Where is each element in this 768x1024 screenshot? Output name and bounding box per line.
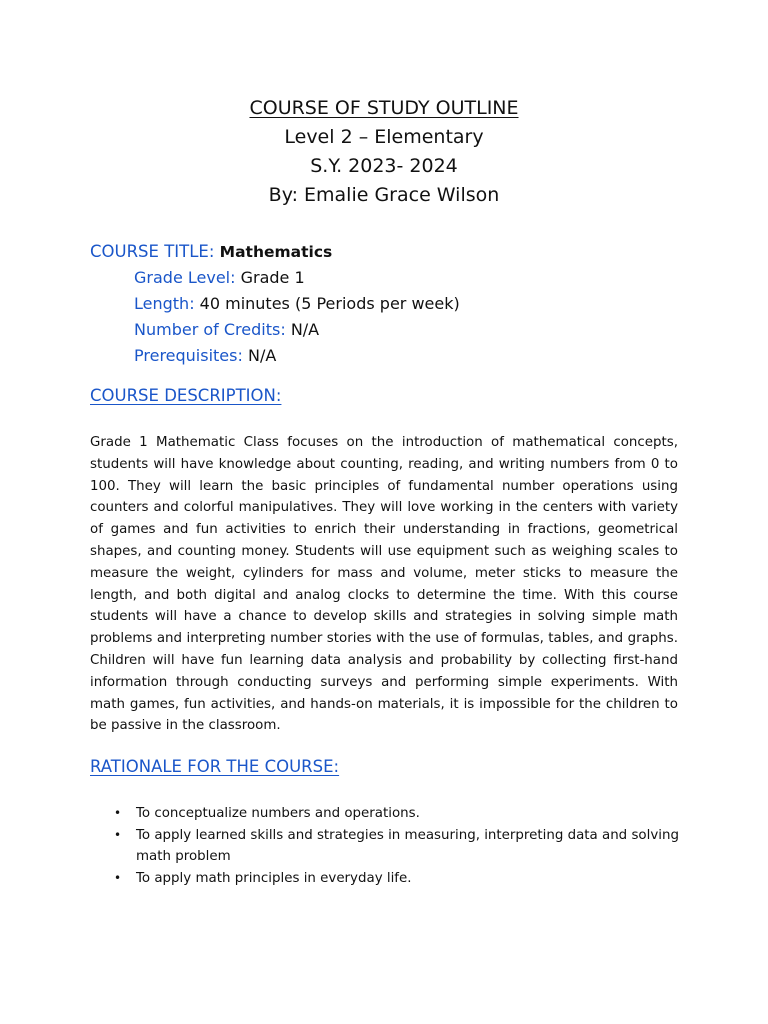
detail-label: Prerequisites:	[134, 346, 243, 365]
detail-value: 40 minutes (5 Periods per week)	[199, 294, 460, 313]
list-item-text: To conceptualize numbers and operations.	[136, 806, 420, 821]
course-title-line	[90, 240, 332, 264]
detail-row-credits	[134, 317, 460, 343]
list-item-text: To apply learned skills and strategies in measuring, interpreting data and solving math problem	[136, 827, 679, 864]
rationale-list	[90, 803, 680, 889]
list-item	[90, 825, 680, 868]
detail-value: N/A	[247, 346, 277, 365]
bullet-icon: •	[114, 806, 122, 820]
detail-label: Number of Credits:	[134, 320, 286, 339]
course-title-value: Mathematics	[219, 243, 333, 261]
detail-row-prerequisites	[134, 343, 460, 369]
document-header	[0, 94, 768, 210]
course-details	[134, 265, 460, 369]
detail-row-length	[134, 291, 460, 317]
detail-row-grade-level	[134, 265, 460, 291]
rationale-heading: RATIONALE FOR THE COURSE:	[90, 757, 340, 776]
course-title-label: COURSE TITLE:	[90, 242, 215, 261]
document-title: COURSE OF STUDY OUTLINE	[249, 97, 519, 119]
course-description-text: Grade 1 Mathematic Class focuses on the introduction of mathematical concepts, students will have knowledge about counting, reading, and writing numbers from 0 to 100. They will learn the basic principles of fundamental number operations using counters and colorful manipulatives. They will love working in the centers with variety of games and fun activities to enrich their understanding in fractions, geometrical shapes, and counting money. Students will use equipment such as weighing scales to measure the weight, cylinders for mass and volume, meter sticks to measure the length, and both digital and analog clocks to determine the time. With this course students will have a chance to develop skills and strategies in solving simple math problems and interpreting number stories with the use of formulas, tables, and graphs. Children will have fun learning data analysis and probability by collecting first-hand information through conducting surveys and performing simple experiments. With math games, fun activities, and hands-on materials, it is impossible for the children to be passive in the classroom.	[90, 435, 678, 734]
bullet-icon: •	[114, 827, 122, 842]
list-item	[90, 868, 680, 890]
detail-value: Grade 1	[240, 268, 305, 287]
course-description-heading: COURSE DESCRIPTION:	[90, 386, 282, 405]
list-item	[90, 803, 680, 825]
school-year-line: S.Y. 2023- 2024	[310, 155, 458, 177]
detail-label: Length:	[134, 294, 195, 313]
author-line: By: Emalie Grace Wilson	[268, 184, 500, 206]
detail-label: Grade Level:	[134, 268, 236, 287]
detail-value: N/A	[290, 320, 320, 339]
level-line: Level 2 – Elementary	[284, 126, 484, 148]
list-item-text: To apply math principles in everyday life.	[136, 870, 412, 886]
bullet-icon: •	[114, 870, 122, 885]
